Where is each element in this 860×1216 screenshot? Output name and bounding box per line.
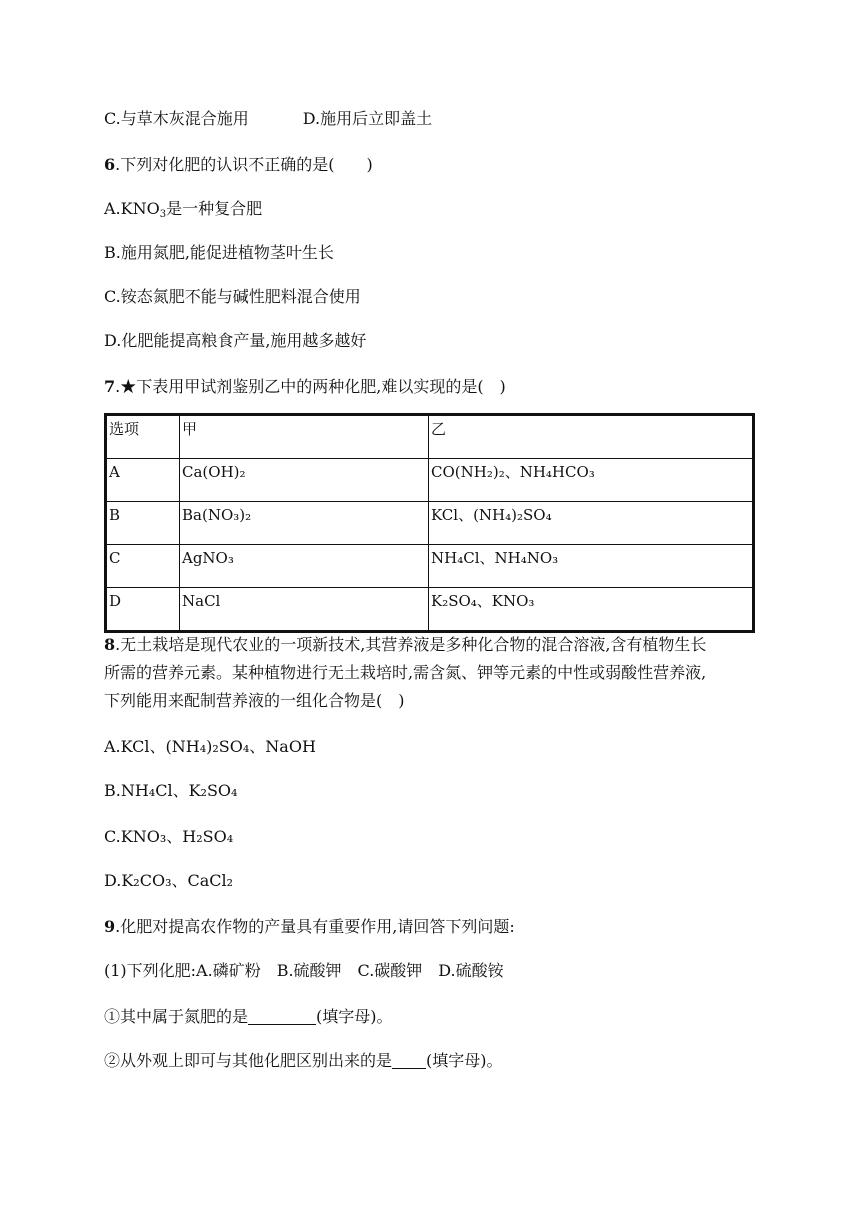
q7-header-yi: 乙 (429, 415, 754, 459)
q9-stem-text: .化肥对提高农作物的产量具有重要作用,请回答下列问题: (115, 917, 515, 936)
q7-table-row (106, 545, 754, 588)
q6-option-c: C.铵态氮肥不能与碱性肥料混合使用 (104, 287, 361, 306)
q9-part1: (1)下列化肥:A.磷矿粉 B.硫酸钾 C.碳酸钾 D.硫酸铵 (104, 961, 504, 980)
q6-option-a-pre: A.KNO (104, 199, 160, 218)
q6-stem-text: .下列对化肥的认识不正确的是( ) (115, 155, 373, 174)
q9-sub1-text: ①其中属于氮肥的是 (104, 1007, 249, 1026)
q5-options-line (104, 108, 432, 130)
q6-stem (104, 154, 373, 176)
q8-number: 8 (104, 635, 116, 654)
q9-sub2-answer-blank[interactable] (392, 1052, 426, 1069)
q7-cell: NaCl (180, 588, 429, 632)
q7-cell: K₂SO₄、KNO₃ (429, 588, 754, 632)
q5-option-c: C.与草木灰混合施用 (104, 109, 249, 128)
q8-option-c: C.KNO₃、H₂SO₄ (104, 827, 234, 846)
q7-cell: CO(NH₂)₂、NH₄HCO₃ (429, 459, 754, 502)
q9-sub2 (104, 1050, 503, 1072)
q8-option-b: B.NH₄Cl、K₂SO₄ (104, 781, 238, 800)
q7-stem (104, 376, 506, 398)
q7-table-row (106, 459, 754, 502)
q9-sub2-suffix: (填字母)。 (426, 1051, 503, 1070)
q9-number: 9 (104, 917, 116, 936)
q7-header-option: 选项 (106, 415, 180, 459)
q6-option-b: B.施用氮肥,能促进植物茎叶生长 (104, 243, 334, 262)
q7-cell: D (106, 588, 180, 632)
q8-option-d: D.K₂CO₃、CaCl₂ (104, 871, 234, 890)
q7-header-jia: 甲 (180, 415, 429, 459)
q7-number: 7 (104, 377, 116, 396)
q7-table-row (106, 502, 754, 545)
q7-cell: NH₄Cl、NH₄NO₃ (429, 545, 754, 588)
q6-option-a-post: 是一种复合肥 (166, 199, 263, 218)
q7-table-header-row (106, 415, 754, 459)
q7-table (104, 413, 755, 633)
q9-stem (104, 916, 515, 938)
q8-stem-line2: 所需的营养元素。某种植物进行无土栽培时,需含氮、钾等元素的中性或弱酸性营养液, (104, 663, 707, 682)
q6-option-a-sub: 3 (159, 209, 167, 220)
q7-cell: C (106, 545, 180, 588)
q7-cell: AgNO₃ (180, 545, 429, 588)
q6-option-a (104, 198, 262, 220)
q7-stem-text: .★下表用甲试剂鉴别乙中的两种化肥,难以实现的是( ) (115, 377, 506, 396)
q8-stem-line1 (104, 634, 706, 656)
q7-table-row (106, 588, 754, 632)
q7-cell: KCl、(NH₄)₂SO₄ (429, 502, 754, 545)
q7-cell: Ca(OH)₂ (180, 459, 429, 502)
q5-option-d: D.施用后立即盖土 (302, 109, 433, 128)
q7-cell: A (106, 459, 180, 502)
q8-option-a: A.KCl、(NH₄)₂SO₄、NaOH (104, 737, 316, 756)
q9-sub1-suffix: (填字母)。 (316, 1007, 393, 1026)
q7-cell: Ba(NO₃)₂ (180, 502, 429, 545)
q9-sub1 (104, 1006, 393, 1028)
q9-sub2-text: ②从外观上即可与其他化肥区别出来的是 (104, 1051, 393, 1070)
q8-stem-line3: 下列能用来配制营养液的一组化合物是( ) (104, 691, 405, 710)
q7-cell: B (106, 502, 180, 545)
q6-number: 6 (104, 155, 116, 174)
q9-sub1-answer-blank[interactable] (248, 1008, 316, 1025)
q8-stem-text: .无土栽培是现代农业的一项新技术,其营养液是多种化合物的混合溶液,含有植物生长 (115, 635, 707, 654)
q6-option-d: D.化肥能提高粮食产量,施用越多越好 (104, 331, 367, 350)
